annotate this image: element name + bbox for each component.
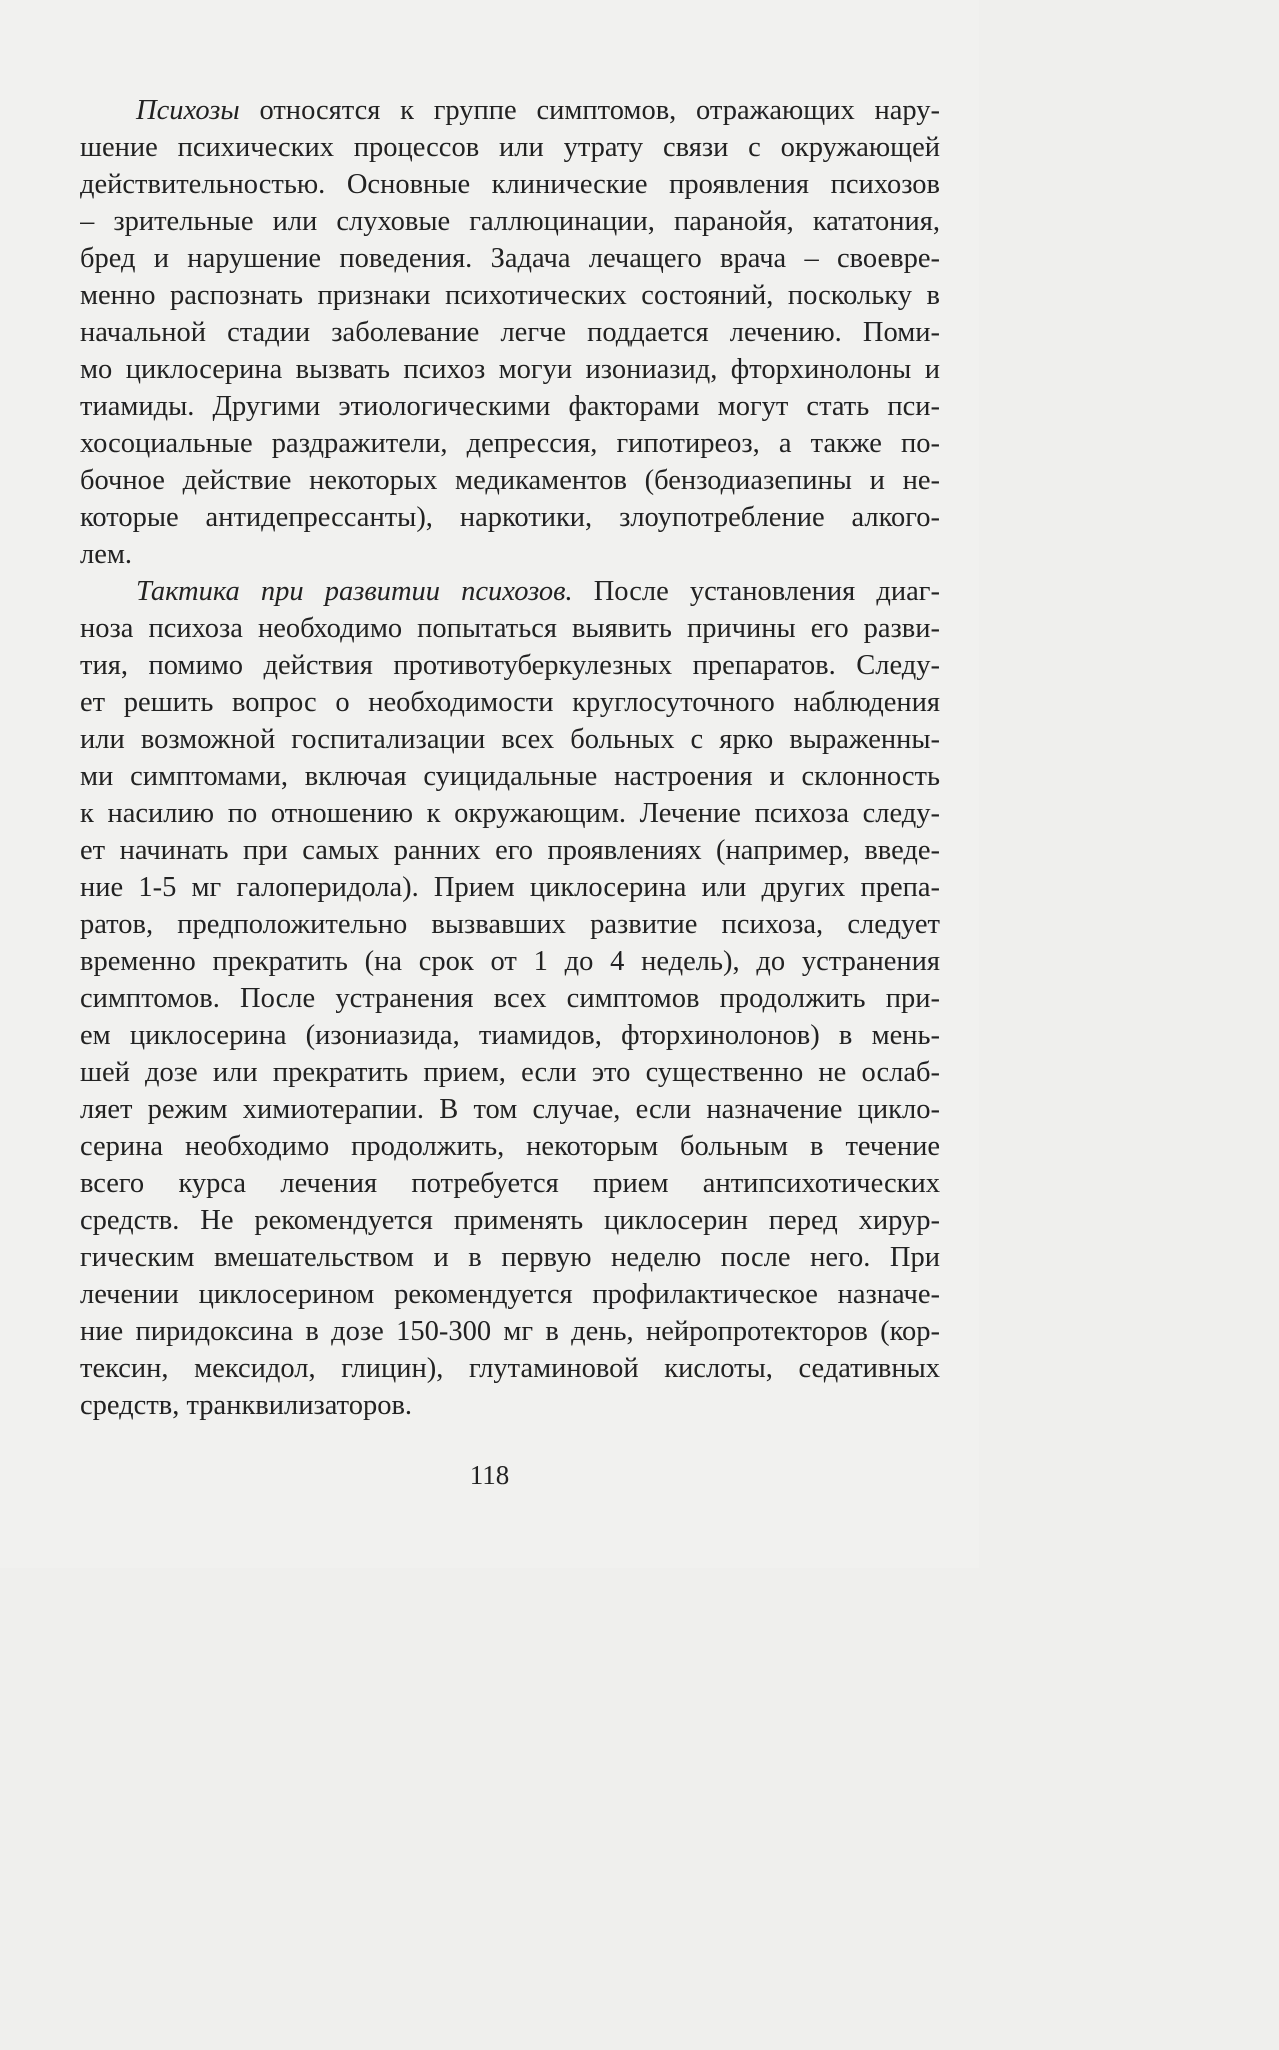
text-line: временно прекратить (на срок от 1 до 4 недель), до устранения — [80, 946, 940, 977]
italic-heading: Тактика при развитии психозов. — [136, 576, 573, 607]
page-number: 118 — [469, 1460, 510, 1490]
text-line: тиамиды. Другими этиологическими факторами могут стать пси- — [80, 391, 940, 422]
text-line: ние 1-5 мг галоперидола). Прием циклосерина или других препа- — [80, 872, 940, 903]
text-line: шение психических процессов или утрату связи с окружающей — [80, 132, 940, 163]
text-line: или возможной госпитализации всех больных с ярко выраженны- — [80, 724, 940, 755]
text-line: лем. — [80, 539, 133, 570]
text-line: тексин, мексидол, глицин), глутаминовой кислоты, седативных — [80, 1353, 940, 1384]
text-line: шей дозе или прекратить прием, если это существенно не ослаб- — [80, 1057, 940, 1088]
text-line: средств, транквилизаторов. — [80, 1390, 413, 1421]
paragraph-psychoses-tactics — [80, 573, 940, 1424]
text-line: гическим вмешательством и в первую неделю после него. При — [80, 1242, 940, 1273]
text-line: средств. Не рекомендуется применять циклосерин перед хирур- — [80, 1205, 940, 1236]
text-line: тия, помимо действия противотуберкулезных препаратов. Следу- — [80, 650, 940, 681]
text-line: менно распознать признаки психотических состояний, поскольку в — [80, 280, 940, 311]
line-text: После установления диаг- — [572, 576, 940, 607]
text-line: – зрительные или слуховые галлюцинации, паранойя, кататония, — [80, 206, 940, 237]
text-line: ратов, предположительно вызвавших развитие психоза, следует — [80, 909, 940, 940]
text-line: лечении циклосерином рекомендуется профилактическое назначе- — [80, 1279, 940, 1310]
text-line: ноза психоза необходимо попытаться выявить причины его разви- — [80, 613, 940, 644]
text-line: ми симптомами, включая суицидальные настроения и склонность — [80, 761, 940, 792]
body-text — [80, 92, 940, 1424]
text-line: бред и нарушение поведения. Задача лечащего врача – своевре- — [80, 243, 940, 274]
text-line: серина необходимо продолжить, некоторым больным в течение — [80, 1131, 940, 1162]
text-line: ем циклосерина (изониазида, тиамидов, фторхинолонов) в мень- — [80, 1020, 940, 1051]
text-line: начальной стадии заболевание легче поддается лечению. Поми- — [80, 317, 940, 348]
text-line: хосоциальные раздражители, депрессия, гипотиреоз, а также по- — [80, 428, 940, 459]
text-line: симптомов. После устранения всех симптомов продолжить при- — [80, 983, 940, 1014]
text-line: ет решить вопрос о необходимости круглосуточного наблюдения — [80, 687, 940, 718]
text-line: всего курса лечения потребуется прием антипсихотических — [80, 1168, 940, 1199]
text-line: ет начинать при самых ранних его проявлениях (например, введе- — [80, 835, 940, 866]
italic-term: Психозы — [136, 95, 240, 126]
text-line: мо циклосерина вызвать психоз могуи изониазид, фторхинолоны и — [80, 354, 940, 385]
text-line — [80, 92, 940, 129]
line-text: относятся к группе симптомов, отражающих нару- — [239, 95, 940, 126]
text-line: ляет режим химиотерапии. В том случае, если назначение цикло- — [80, 1094, 940, 1125]
text-line: которые антидепрессанты), наркотики, злоупотребление алкого- — [80, 502, 940, 533]
text-line — [80, 573, 940, 610]
text-line: ние пиридоксина в дозе 150-300 мг в день, нейропротекторов (кор- — [80, 1316, 940, 1347]
text-line: к насилию по отношению к окружающим. Лечение психоза следу- — [80, 798, 940, 829]
text-line: бочное действие некоторых медикаментов (бензодиазепины и не- — [80, 465, 940, 496]
text-line: действительностью. Основные клинические проявления психозов — [80, 169, 940, 200]
paragraph-psychoses-definition — [80, 92, 940, 573]
